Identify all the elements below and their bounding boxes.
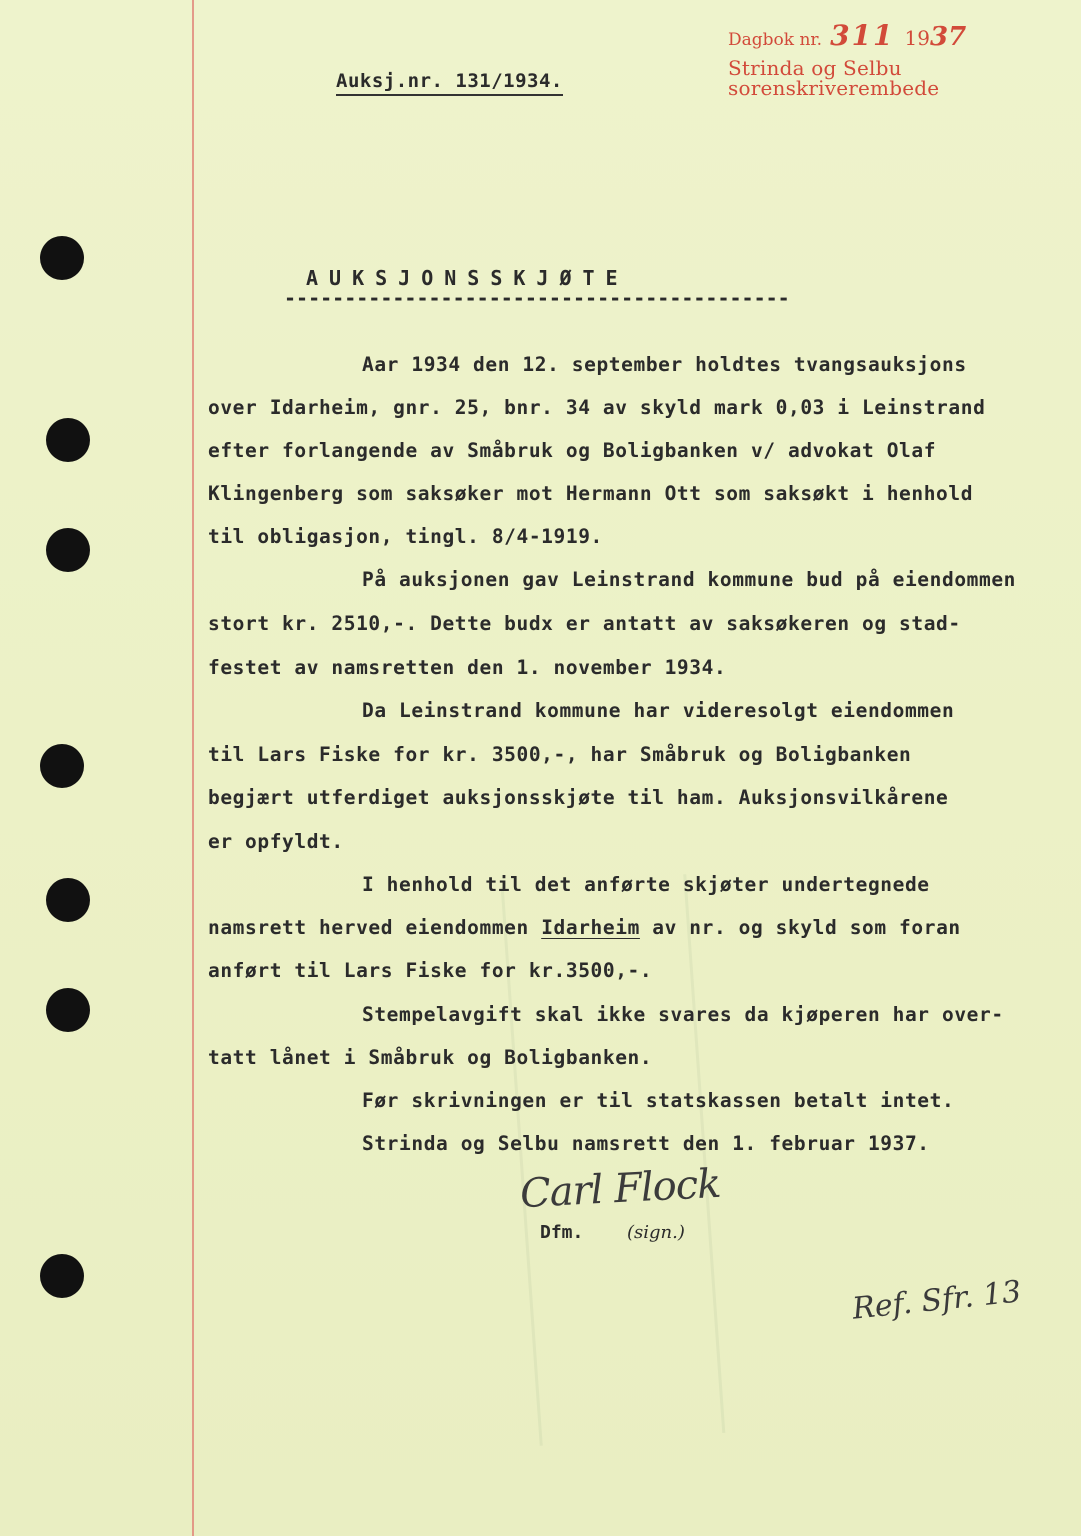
dagbok-stamp — [728, 19, 967, 52]
punch-hole — [46, 528, 90, 572]
body-line: til obligasjon, tingl. 8/4-1919. — [208, 525, 603, 548]
punch-hole — [46, 418, 90, 462]
punch-hole — [40, 744, 84, 788]
punch-hole — [46, 878, 90, 922]
case-reference: Auksj.nr. 131/1934. — [336, 70, 563, 96]
body-line: Før skrivningen er til statskassen betalt intet. — [362, 1089, 955, 1112]
body-line: I henhold til det anførte skjøter undertegnede — [362, 873, 930, 896]
handwritten-signature: Carl Flock — [518, 1160, 722, 1218]
title-underline: ------------------------------------------ — [284, 286, 790, 310]
body-line: er opfyldt. — [208, 830, 344, 853]
punch-hole — [46, 988, 90, 1032]
handwritten-initials: Ref. Sfr. 13 — [850, 1274, 1023, 1327]
body-line: over Idarheim, gnr. 25, bnr. 34 av skyld mark 0,03 i Leinstrand — [208, 396, 986, 419]
dagbok-year-printed: 19 — [904, 26, 930, 50]
dagbok-year-hand: 37 — [930, 22, 967, 52]
body-line: Aar 1934 den 12. september holdtes tvangsauksjons — [362, 353, 967, 376]
signed-note: (sign.) — [627, 1222, 685, 1243]
punch-hole — [40, 236, 84, 280]
punch-hole — [40, 1254, 84, 1298]
body-line: Strinda og Selbu namsrett den 1. februar 1937. — [362, 1132, 930, 1155]
body-line: begjært utferdiget auksjonsskjøte til ham. Auksjonsvilkårene — [208, 786, 949, 809]
signer-title: Dfm. — [540, 1222, 584, 1243]
body-text: av nr. og skyld som foran — [639, 916, 961, 939]
body-line — [208, 916, 961, 939]
body-text: namsrett herved eiendommen — [208, 916, 542, 939]
document-title: AUKSJONSSKJØTE — [306, 266, 629, 290]
margin-rule — [192, 0, 194, 1536]
body-line: anført til Lars Fiske for kr.3500,-. — [208, 959, 653, 982]
dagbok-number: 311 — [830, 19, 895, 52]
body-line: til Lars Fiske for kr. 3500,-, har Småbruk og Boligbanken — [208, 743, 912, 766]
dagbok-label: Dagbok nr. — [728, 30, 823, 50]
office-stamp: Strinda og Selbu sorenskriverembede — [728, 56, 940, 100]
body-line: efter forlangende av Småbruk og Boligbanken v/ advokat Olaf — [208, 439, 937, 462]
body-line: festet av namsretten den 1. november 1934. — [208, 656, 727, 679]
property-name-underlined: Idarheim — [541, 916, 640, 939]
body-line: Da Leinstrand kommune har videresolgt eiendommen — [362, 699, 955, 722]
body-line: På auksjonen gav Leinstrand kommune bud på eiendommen — [362, 568, 1017, 591]
body-line: Stempelavgift skal ikke svares da kjøperen har over- — [362, 1003, 1004, 1026]
body-line: tatt lånet i Småbruk og Boligbanken. — [208, 1046, 653, 1069]
body-line: stort kr. 2510,-. Dette budx er antatt av saksøkeren og stad- — [208, 612, 961, 635]
body-line: Klingenberg som saksøker mot Hermann Ott som saksøkt i henhold — [208, 482, 974, 505]
